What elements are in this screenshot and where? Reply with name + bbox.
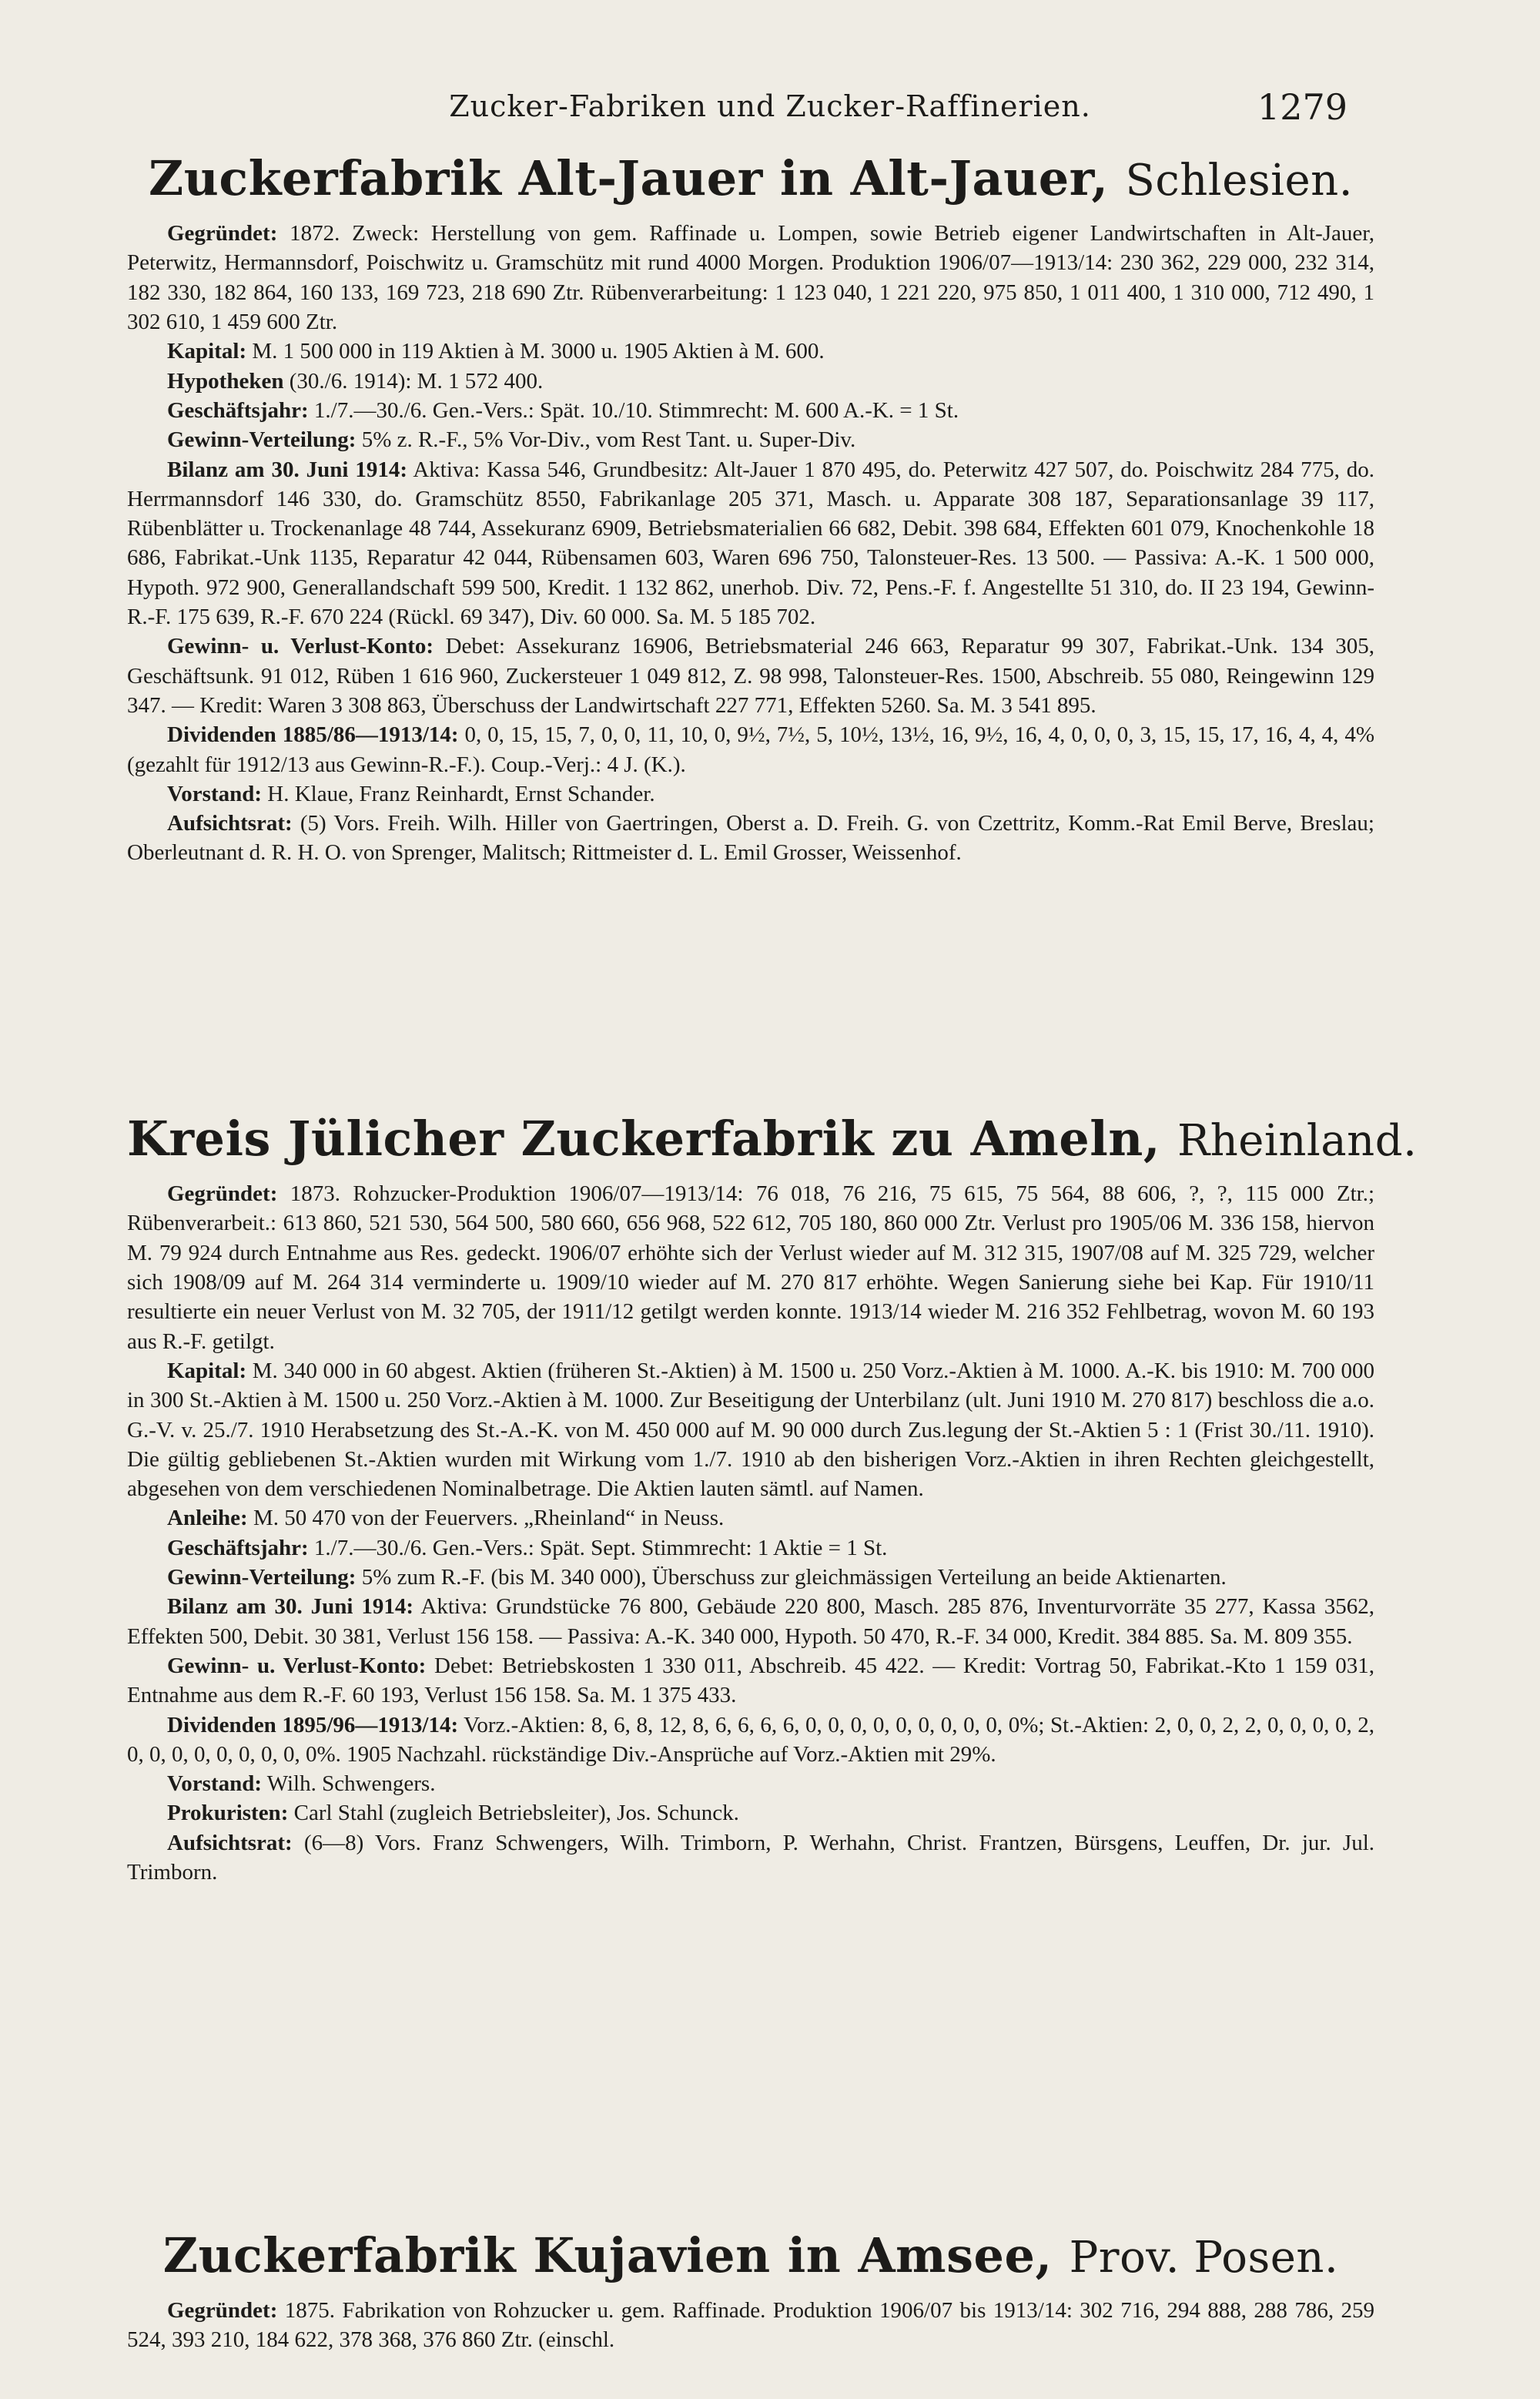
entry-paragraph bbox=[127, 1828, 1374, 1888]
company-entry-ameln bbox=[127, 1111, 1418, 1887]
company-title bbox=[127, 152, 1374, 205]
running-head bbox=[0, 83, 1540, 129]
paragraph-label: Gegründet: bbox=[167, 1181, 278, 1207]
company-region: Prov. Posen. bbox=[1069, 2233, 1339, 2283]
company-name: Zuckerfabrik Kujavien in Amsee, bbox=[162, 2227, 1053, 2283]
entry-paragraph bbox=[127, 425, 1374, 454]
paragraph-text: M. 1 500 000 in 119 Aktien à M. 3000 u. 1905 Aktien à M. 600. bbox=[252, 339, 825, 364]
paragraph-label: Kapital: bbox=[167, 339, 247, 364]
paragraph-label: Vorstand: bbox=[167, 1771, 263, 1797]
paragraph-label: Gewinn- u. Verlust-Konto: bbox=[167, 634, 434, 659]
paragraph-text: Aktiva: Kassa 546, Grundbesitz: Alt-Jauer 1 870 495, do. Peterwitz 427 507, do. Poischwitz 284 775, do. Herrmannsdorf 146 330, do. Gramschütz 8550, Fabrikanlage 205 371, Masch. u. Apparate 308 187, Separationsanlage 39 117, Rübenblätter u. Trockenanlage 48 744, Assekuranz 6909, Betriebsmaterialien 66 682, Debit. 398 684, Effekten 601 079, Knochenkohle 18 686, Fabrikat.-Unk 1135, Reparatur 42 044, Rübensamen 603, Waren 696 750, Talonsteuer-Res. 13 500. — Passiva: A.-K. 1 500 000, Hypoth. 972 900, Generallandschaft 599 500, Kredit. 1 132 862, unerhob. Div. 72, Pens.-F. f. Angestellte 51 310, do. II 23 194, Gewinn-R.-F. 175 639, R.-F. 670 224 (Rückl. 69 347), Div. 60 000. Sa. M. 5 185 702. bbox=[127, 457, 1374, 630]
paragraph-label: Gegründet: bbox=[167, 221, 278, 246]
entry-paragraph bbox=[127, 1710, 1374, 1770]
company-name: Zuckerfabrik Alt-Jauer in Alt-Jauer, bbox=[148, 150, 1109, 206]
running-title: Zucker-Fabriken und Zucker-Raffinerien. bbox=[449, 89, 1091, 123]
paragraph-text: H. Klaue, Franz Reinhardt, Ernst Schander. bbox=[267, 781, 655, 806]
paragraph-text: 5% z. R.-F., 5% Vor-Div., vom Rest Tant. u. Super-Div. bbox=[361, 427, 856, 453]
entry-paragraph bbox=[127, 219, 1374, 337]
paragraph-text: (6—8) Vors. Franz Schwengers, Wilh. Trimborn, P. Werhahn, Christ. Frantzen, Bürsgens, Leuffen, Dr. jur. Jul. Trimborn. bbox=[127, 1830, 1375, 1885]
company-title bbox=[127, 2227, 1374, 2283]
paragraph-label: Anleihe: bbox=[167, 1506, 248, 1531]
paragraph-label: Kapital: bbox=[167, 1358, 247, 1383]
paragraph-label: Geschäftsjahr: bbox=[167, 1535, 309, 1560]
paragraph-text: M. 50 470 von der Feuervers. „Rheinland“ in Neuss. bbox=[253, 1506, 725, 1531]
paragraph-text: 5% zum R.-F. (bis M. 340 000), Überschuss zur gleichmässigen Verteilung an beide Aktienarten. bbox=[361, 1565, 1227, 1590]
paragraph-text: M. 340 000 in 60 abgest. Aktien (früheren St.-Aktien) à M. 1500 u. 250 Vorz.-Aktien à M. 1000. A.-K. bis 1910: M. 700 000 in 300 St.-Aktien à M. 1500 u. 250 Vorz.-Aktien à M. 1000. Zur Beseitigung der Unterbilanz (ult. Juni 1910 M. 270 817) beschloss die a.o. G.-V. v. 25./7. 1910 Herabsetzung des St.-A.-K. von M. 450 000 auf M. 90 000 durch Zus.legung der St.-Aktien 5 : 1 (Frist 30./11. 1910). Die gültig gebliebenen St.-Aktien wurden mit Wirkung vom 1./7. 1910 ab den bisherigen Vorz.-Aktien in ihren Rechten gleichgestellt, abgesehen von dem verschiedenen Nominalbetrage. Die Aktien lauten sämtl. auf Namen. bbox=[127, 1358, 1375, 1502]
entry-paragraph bbox=[127, 632, 1374, 720]
paragraph-label: Bilanz am 30. Juni 1914: bbox=[167, 1594, 414, 1620]
paragraph-text: 1./7.—30./6. Gen.-Vers.: Spät. 10./10. Stimmrecht: M. 600 A.-K. = 1 St. bbox=[313, 397, 959, 423]
entry-paragraph bbox=[127, 1179, 1374, 1356]
paragraph-label: Gewinn-Verteilung: bbox=[167, 1565, 357, 1590]
entry-paragraph bbox=[127, 779, 1374, 809]
paragraph-label: Vorstand: bbox=[167, 781, 263, 806]
paragraph-label: Aufsichtsrat: bbox=[167, 811, 293, 836]
entry-paragraph bbox=[127, 396, 1374, 425]
paragraph-text: 1./7.—30./6. Gen.-Vers.: Spät. Sept. Stimmrecht: 1 Aktie = 1 St. bbox=[313, 1535, 888, 1560]
paragraph-label: Hypotheken bbox=[167, 368, 284, 394]
paragraph-text: Vorz.-Aktien: 8, 6, 8, 12, 8, 6, 6, 6, 6, 0, 0, 0, 0, 0, 0, 0, 0, 0, 0%; St.-Aktien: 2, 0, 0, 2, 2, 0, 0, 0, 0, 2, 0, 0, 0, 0, 0, 0, 0, 0, 0%. 1905 Nachzahl. rückständige Div.-Ansprüche auf Vorz.-Aktien mit 29%. bbox=[127, 1712, 1374, 1767]
company-entry-alt-jauer bbox=[127, 152, 1374, 868]
entry-paragraph bbox=[127, 1533, 1374, 1563]
paragraph-label: Dividenden 1895/96—1913/14: bbox=[167, 1712, 459, 1737]
paragraph-text: Carl Stahl (zugleich Betriebsleiter), Jos. Schunck. bbox=[293, 1801, 739, 1826]
entry-paragraph bbox=[127, 1503, 1374, 1533]
entry-paragraph bbox=[127, 367, 1374, 396]
entry-paragraph bbox=[127, 1592, 1374, 1651]
paragraph-text: (5) Vors. Freih. Wilh. Hiller von Gaertringen, Oberst a. D. Freih. G. von Czettritz, Komm.-Rat Emil Berve, Breslau; Oberleutnant d. R. H. O. von Sprenger, Malitsch; Rittmeister d. L. Emil Grosser, Weissenhof. bbox=[127, 811, 1374, 866]
paragraph-text: Debet: Assekuranz 16906, Betriebsmaterial 246 663, Reparatur 99 307, Fabrikat.-Unk. 134 305, Geschäftsunk. 91 012, Rüben 1 616 960, Zuckersteuer 1 049 812, Z. 98 998, Talonsteuer-Res. 1500, Abschreib. 55 080, Reingewinn 129 347. — Kredit: Waren 3 308 863, Überschuss der Landwirtschaft 227 771, Effekten 5260. Sa. M. 3 541 895. bbox=[127, 634, 1375, 718]
paragraph-text: (30./6. 1914): M. 1 572 400. bbox=[289, 368, 544, 394]
entry-paragraph bbox=[127, 1651, 1374, 1710]
paragraph-text: 0, 0, 15, 15, 7, 0, 0, 11, 10, 0, 9½, 7½, 5, 10½, 13½, 16, 9½, 16, 4, 0, 0, 0, 3, 15, 15, 17, 16, 4, 4, 4% (gezahlt für 1912/13 aus Gewinn-R.-F.). Coup.-Verj.: 4 J. (K.). bbox=[127, 722, 1374, 777]
company-name: Kreis Jülicher Zuckerfabrik zu Ameln, bbox=[127, 1111, 1160, 1167]
entry-paragraph bbox=[127, 337, 1374, 366]
entry-paragraph bbox=[127, 720, 1374, 779]
paragraph-label: Dividenden 1885/86—1913/14: bbox=[167, 722, 459, 748]
entry-paragraph bbox=[127, 1798, 1374, 1828]
paragraph-text: 1873. Rohzucker-Produktion 1906/07—1913/14: 76 018, 76 216, 75 615, 75 564, 88 606, ?, ?, 115 000 Ztr.; Rübenverarbeit.: 613 860, 521 530, 564 500, 580 660, 656 968, 522 612, 705 180, 860 000 Ztr. Verlust pro 1905/06 M. 336 158, hiervon M. 79 924 durch Entnahme aus Res. gedeckt. 1906/07 erhöhte sich der Verlust wieder auf M. 312 315, 1907/08 auf M. 325 729, welcher sich 1908/09 auf M. 264 314 verminderte u. 1909/10 wieder auf M. 270 817 erhöhte. Wegen Sanierung siehe bei Kap. Für 1910/11 resultierte ein neuer Verlust von M. 32 705, der 1911/12 getilgt werden konnte. 1913/14 wieder M. 216 352 Fehlbetrag, wovon M. 60 193 aus R.-F. getilgt. bbox=[127, 1181, 1374, 1354]
paragraph-label: Aufsichtsrat: bbox=[167, 1830, 293, 1855]
paragraph-text: Wilh. Schwengers. bbox=[266, 1771, 436, 1797]
company-title bbox=[127, 1111, 1418, 1167]
paragraph-text: Debet: Betriebskosten 1 330 011, Abschreib. 45 422. — Kredit: Vortrag 50, Fabrikat.-Kto 1 159 031, Entnahme aus dem R.-F. 60 193, Verlust 156 158. Sa. M. 1 375 433. bbox=[127, 1653, 1374, 1708]
entry-paragraph bbox=[127, 1769, 1374, 1798]
entry-paragraph bbox=[127, 1356, 1374, 1503]
paragraph-label: Gewinn-Verteilung: bbox=[167, 427, 357, 453]
paragraph-label: Bilanz am 30. Juni 1914: bbox=[167, 457, 408, 482]
company-entry-kujavien bbox=[127, 2227, 1375, 2355]
entry-paragraph bbox=[127, 809, 1374, 868]
company-region: Rheinland. bbox=[1177, 1116, 1418, 1166]
company-region: Schlesien. bbox=[1125, 156, 1354, 206]
page-number: 1279 bbox=[1257, 86, 1348, 128]
paragraph-text: 1872. Zweck: Herstellung von gem. Raffinade u. Lompen, sowie Betrieb eigener Landwirtschaften in Alt-Jauer, Peterwitz, Hermannsdorf, Poischwitz u. Gramschütz mit rund 4000 Morgen. Produktion 1906/07—1913/14: 230 362, 229 000, 232 314, 182 330, 182 864, 160 133, 169 723, 218 690 Ztr. Rübenverarbeitung: 1 123 040, 1 221 220, 975 850, 1 011 400, 1 310 000, 712 490, 1 302 610, 1 459 600 Ztr. bbox=[127, 221, 1375, 335]
paragraph-text: 1875. Fabrikation von Rohzucker u. gem. Raffinade. Produktion 1906/07 bis 1913/14: 302 716, 294 888, 288 786, 259 524, 393 210, 184 622, 378 368, 376 860 Ztr. (einschl. bbox=[127, 2298, 1375, 2353]
paragraph-label: Gewinn- u. Verlust-Konto: bbox=[167, 1653, 427, 1678]
paragraph-label: Gegründet: bbox=[167, 2298, 278, 2324]
paragraph-text: Aktiva: Grundstücke 76 800, Gebäude 220 800, Masch. 285 876, Inventurvorräte 35 277, Kassa 3562, Effekten 500, Debit. 30 381, Verlust 156 158. — Passiva: A.-K. 340 000, Hypoth. 50 470, R.-F. 34 000, Kredit. 384 885. Sa. M. 809 355. bbox=[127, 1594, 1374, 1649]
paragraph-label: Prokuristen: bbox=[167, 1801, 289, 1826]
entry-paragraph bbox=[127, 2296, 1374, 2355]
paragraph-label: Geschäftsjahr: bbox=[167, 397, 309, 423]
entry-paragraph bbox=[127, 1563, 1374, 1592]
entry-paragraph bbox=[127, 455, 1374, 632]
